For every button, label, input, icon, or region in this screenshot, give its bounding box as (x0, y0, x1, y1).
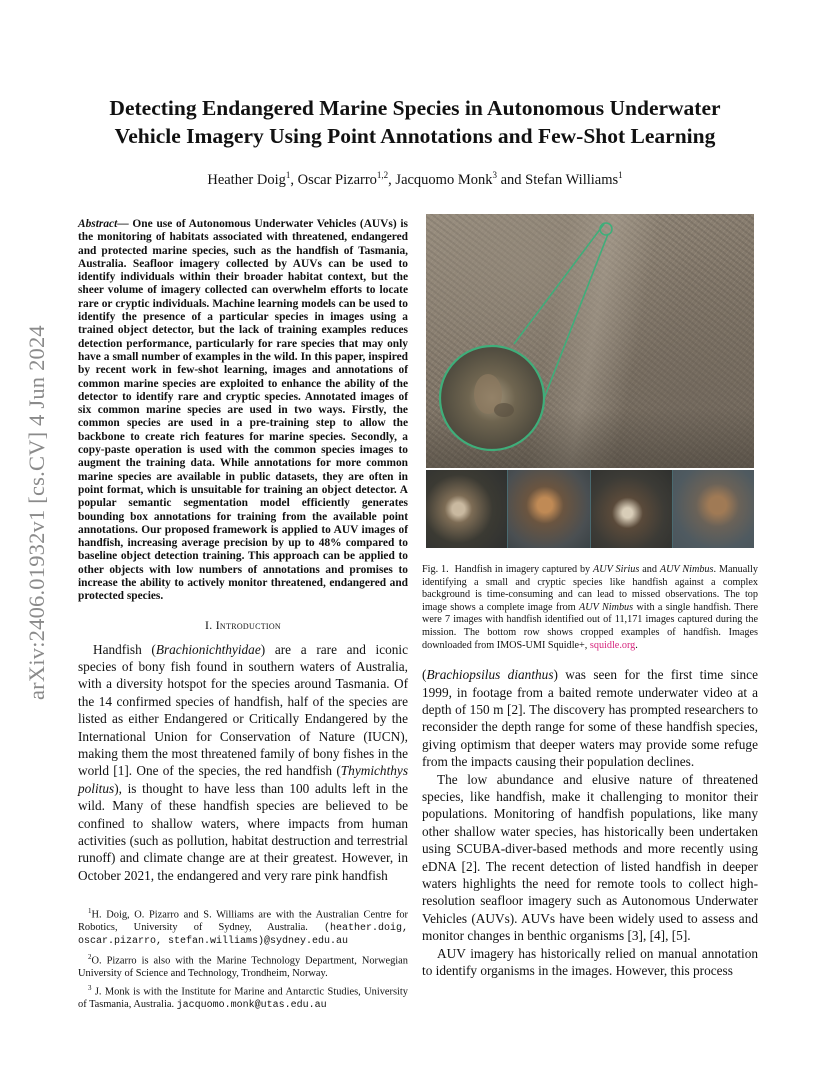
handfish-crop (591, 470, 673, 548)
author-name: Jacquomo Monk (395, 171, 493, 188)
footnote-mark: 1 (88, 907, 92, 915)
species-name: Thymichthys politus (78, 763, 408, 796)
author-separator: , (388, 171, 396, 188)
section-title: Introduction (215, 617, 282, 632)
footnote-text: O. Pizarro is also with the Marine Technology Department, Norwegian University of Science and Technology, Trondheim, Norway. (78, 955, 408, 979)
handfish-crop (673, 470, 754, 548)
caption-text: . (635, 639, 638, 651)
left-column (78, 218, 408, 884)
footnote-mark: 3 (88, 984, 92, 993)
caption-text: . Manually identifying a small and cryptic species like handfish against a complex background is time-consuming and can lead to missed observations. The top image shows a complete image from (422, 564, 758, 613)
caption-text: with a single handfish. There were 7 images with handfish identified out of 11,171 images captured during the mission. The bottom row shows cropped examples of handfish. Images downloaded from IMOS-UMI Squidle+, (422, 601, 759, 651)
right-paragraph-2: The low abundance and elusive nature of threatened species, like handfish, make it challenging to monitor their populations. Monitoring of handfish populations, like many other shallow water species, has historically been undertaken using SCUBA-diver-based methods and more recently using eDNA [2]. The recent detection of listed handfish in deeper waters highlights the need for remote tools to collect high-resolution seafloor imagery such as Autonomous Underwater Vehicles (AUVs). AUVs have been widely used to assess and monitor changes in benthic organisms [3], [4], [5]. (422, 771, 758, 944)
text-run: ) was seen for the first time since 1999, in footage from a baited remote underwater video at a depth of 150 m [2]. The discovery has prompted researchers to reconsider the depth range for some of these handfish species, giving optimism that deeper waters may provide some refuge from the impacts causing their population declines. (422, 667, 758, 770)
figure-1 (422, 214, 758, 548)
text-run: Handfish ( (93, 641, 156, 657)
abstract-label: Abstract (78, 218, 118, 230)
crop-row (426, 470, 754, 548)
text-run: ( (422, 667, 427, 683)
species-name: Brachiopsilus dianthus (426, 667, 554, 683)
footnote-email: jacquomo.monk@utas.edu.au (176, 1000, 327, 1012)
author-list (80, 170, 750, 189)
author-name: Stefan Williams (525, 171, 619, 188)
callout-line (514, 224, 604, 344)
text-run: ) are a rare and iconic species of bony fish found in southern waters of Australia, with a diversity hotspot for the species around Tasmania. Of the 14 confirmed species of handfish, half of the species are listed as either Endangered or Critically Endangered by the International Union for Conservation of Nature (IUCN), making them the most threatened family of bony fishes in the world [1]. One of the species, the red handfish ( (78, 641, 409, 779)
footnote-3 (78, 982, 408, 1012)
handfish-fin (494, 403, 514, 417)
right-column (422, 214, 758, 979)
vehicle-name: AUV Sirius (593, 564, 640, 575)
footnote-2 (78, 951, 408, 980)
vehicle-name: AUV Nimbus (579, 601, 634, 613)
caption-text: Handfish in imagery captured by (454, 564, 594, 575)
author-separator: , (290, 171, 298, 188)
zoom-callout (426, 214, 754, 468)
footnote-text: J. Monk is with the Institute for Marine and Antarctic Studies, University of Tasmania, Australia. (78, 986, 408, 1011)
abstract (78, 218, 408, 604)
section-heading-introduction (78, 618, 408, 633)
affiliation-mark: 1 (285, 170, 291, 180)
affiliation-mark: 1 (618, 170, 623, 180)
handfish-crop (426, 470, 508, 548)
author-separator: and (496, 171, 526, 188)
squidle-link[interactable]: squidle.org (589, 639, 636, 651)
author-name: Heather Doig (207, 171, 286, 188)
arxiv-identifier: arXiv:2406.01932v1 [cs.CV] 4 Jun 2024 (24, 325, 49, 700)
figure-caption (422, 564, 758, 652)
author-name: Oscar Pizarro (297, 171, 377, 188)
text-run: ), is thought to have less than 100 adults left in the wild. Many of these handfish species are believed to be confined to shallow waters, where impacts from human activities (such as pollution, habitat destruction and terrestrial runoff) and climate change are at their greatest. However, in October 2021, the endangered and very rare pink handfish (78, 780, 408, 883)
footnote-mark: 2 (88, 952, 92, 961)
footnote-text: H. Doig, O. Pizarro and S. Williams are with the Australian Centre for Robotics, University of Sydney, Australia. (78, 909, 408, 933)
section-number: I. (204, 617, 216, 632)
target-marker (600, 223, 612, 235)
handfish-crop (508, 470, 590, 548)
right-paragraph-1 (422, 666, 758, 770)
footnotes (78, 905, 408, 1015)
figure-label: Fig. 1. (422, 564, 449, 575)
footnote-1 (78, 905, 408, 949)
right-paragraph-3: AUV imagery has historically relied on manual annotation to identify organisms in the images. However, this process (422, 945, 758, 979)
intro-paragraph-1 (78, 641, 408, 885)
species-name: Brachionichthyidae (155, 641, 261, 657)
affiliation-mark: 1,2 (376, 170, 389, 180)
paper-title: Detecting Endangered Marine Species in Autonomous Underwater Vehicle Imagery Using Point Annotations and Few-Shot Learning (109, 96, 721, 148)
affiliation-mark: 3 (492, 170, 497, 180)
callout-line (538, 234, 608, 414)
vehicle-name: AUV Nimbus (659, 564, 714, 575)
abstract-text: One use of Autonomous Underwater Vehicles (AUVs) is the monitoring of habitats associated with threatened, endangered and protected marine species, such as the handfish of Tasmania, Australia. Seafloor imagery collected by AUVs can be used to identify individuals within their broader habitat context, but the sheer volume of imagery collected can overwhelm efforts to locate rare or cryptic individuals. Machine learning models can be used to identify the presence of a particular species in images using a trained object detector, but the lack of training examples reduces detection performance, particularly for rare species that may only have a small number of examples in the wild. In this paper, inspired by recent work in few-shot learning, images and annotations of common marine species are exploited to enhance the ability of the detector to identify rare and cryptic species. Annotated images of six common marine species are used in two ways. Firstly, the common species are used in a pre-training step to allow the backbone to create rich features for marine species. Secondly, a copy-paste operation is used with the common species images to augment the training data. While annotations for more common marine species are available in public datasets, they are often in point format, which is unsuitable for training an object detector. A popular semantic segmentation model efficiently generates bounding box annotations for training from the available point annotations. Our proposed framework is applied to AUV images of handfish, increasing average precision by up to 48% compared to baseline object detection training. This approach can be applied to other objects with low numbers of annotations and promises to increase the ability to actively monitor threatened, endangered and protected species. (78, 218, 408, 603)
seafloor-image (426, 214, 754, 468)
footnote-email: (heather.doig, oscar.pizarro, stefan.williams)@sydney.edu.au (78, 922, 408, 948)
caption-text: and (639, 564, 660, 575)
abstract-dash: — (117, 218, 133, 230)
